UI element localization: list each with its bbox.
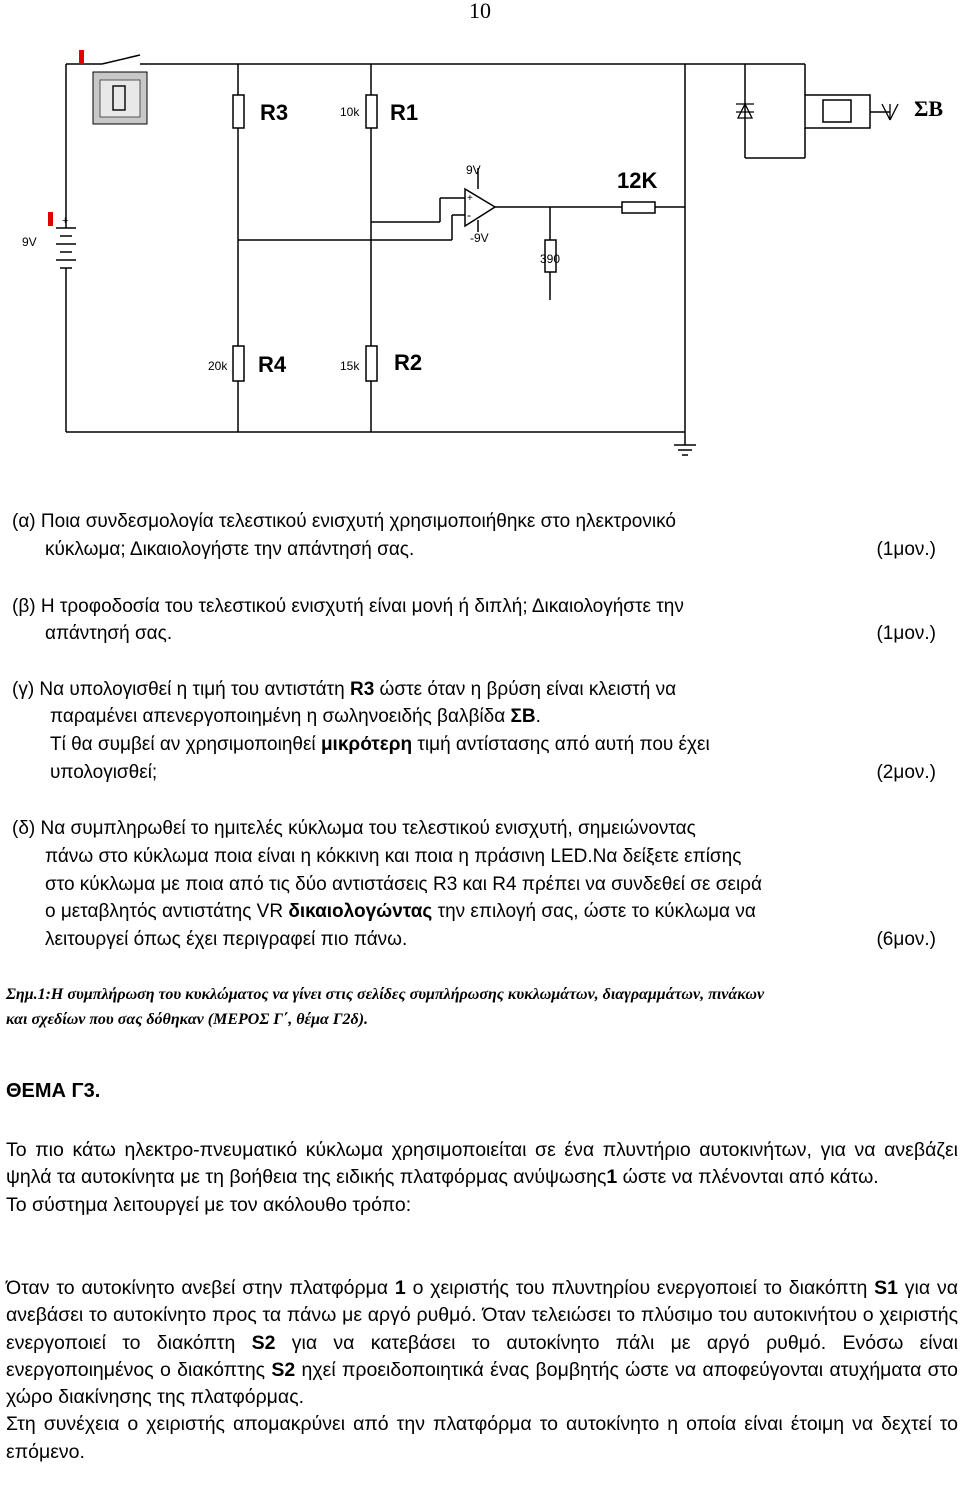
svg-text:+: +	[62, 215, 69, 227]
page-number: 10	[469, 0, 491, 23]
question-c-line1: (γ) Να υπολογισθεί η τιμή του αντιστάτη R3 ώστε όταν η βρύση είναι κλειστή να	[12, 679, 677, 700]
question-c-points: (2μον.)	[876, 762, 936, 783]
note-line2: και σχεδίων που σας δόθηκαν (ΜΕΡΟΣ Γ΄, θέμα Γ2δ).	[6, 1011, 369, 1028]
question-a-text: κύκλωμα; Δικαιολογήστε την απάντησή σας.	[45, 539, 415, 560]
question-b-text: απάντησή σας.	[45, 623, 173, 644]
question-d-points: (6μον.)	[876, 929, 936, 950]
question-c-line3: Τί θα συμβεί αν χρησιμοποιηθεί μικρότερη τιμή αντίστασης από αυτή που έχει	[50, 734, 710, 755]
label-r4-value: 20k	[208, 359, 228, 373]
marker-battery	[48, 212, 53, 226]
question-a-line1: (α) Ποια συνδεσμολογία τελεστικού ενισχυτή χρησιμοποιήθηκε στο ηλεκτρονικό	[12, 511, 676, 532]
label-12k: 12K	[617, 168, 658, 193]
question-c-line2: παραμένει απενεργοποιημένη η σωληνοειδής βαλβίδα ΣΒ.	[50, 706, 541, 727]
question-b-line2	[45, 620, 948, 648]
label-opamp-pos: 9V	[466, 163, 481, 177]
question-a-points: (1μον.)	[876, 539, 936, 560]
label-battery: 9V	[22, 235, 37, 249]
label-r2: R2	[394, 350, 423, 375]
question-a-line2	[45, 536, 948, 564]
question-c-line4: υπολογισθεί; (2μον.)	[50, 759, 948, 787]
label-r4: R4	[258, 352, 287, 377]
label-valve: ΣΒ	[914, 96, 944, 121]
question-d-line4: ο μεταβλητός αντιστάτης VR δικαιολογώντας την επιλογή σας, ώστε το κύκλωμα να	[45, 901, 756, 922]
paragraph-intro: Το πιο κάτω ηλεκτρο-πνευματικό κύκλωμα χρησιμοποιείται σε ένα πλυντήριο αυτοκινήτων, για να ανεβάζει ψηλά τα αυτοκίνητα με τη βοήθεια της ειδικής πλατφόρμας ανύψωσης1 ώστε να πλένονται από κάτω. Το σύστημα λειτουργεί με τον ακόλουθο τρόπο:	[6, 1137, 958, 1219]
note	[6, 982, 956, 1032]
svg-text:+: +	[467, 193, 473, 204]
label-r2-value: 15k	[340, 359, 360, 373]
question-d-line1: (δ) Να συμπληρωθεί το ημιτελές κύκλωμα του τελεστικού ενισχυτή, σημειώνοντας	[12, 818, 696, 839]
question-d-line3: στο κύκλωμα με ποια από τις δύο αντιστάσεις R3 και R4 πρέπει να συνδεθεί σε σειρά	[45, 874, 762, 895]
label-r1-value: 10k	[340, 105, 360, 119]
circuit-diagram	[0, 30, 960, 500]
paragraph-final: Στη συνέχεια ο χειριστής απομακρύνει από την πλατφόρμα το αυτοκίνητο η οποία είναι έτοιμη να δεχτεί το επόμενο.	[6, 1413, 958, 1463]
marker-top	[79, 50, 84, 64]
label-r1: R1	[390, 100, 419, 125]
question-d-line2: πάνω στο κύκλωμα ποια είναι η κόκκινη και ποια η πράσινη LED.Να δείξετε επίσης	[45, 846, 742, 867]
label-opamp-neg: -9V	[470, 231, 489, 245]
paragraph-operation: Το σύστημα λειτουργεί με τον ακόλουθο τρόπο:	[6, 1193, 412, 1216]
label-390: 390	[540, 252, 561, 266]
section-heading: ΘΕΜΑ Γ3.	[6, 1080, 101, 1102]
question-b-line1: (β) Η τροφοδοσία του τελεστικού ενισχυτή είναι μονή ή διπλή; Δικαιολογήστε την	[12, 596, 684, 617]
question-b-points: (1μον.)	[876, 623, 936, 644]
note-line1: Σημ.1:Η συμπλήρωση του κυκλώματος να γίνει στις σελίδες συμπλήρωσης κυκλωμάτων, διαγραμμάτων, πινάκων	[6, 986, 765, 1003]
label-r3: R3	[260, 100, 289, 125]
question-d-line5: λειτουργεί όπως έχει περιγραφεί πιο πάνω. (6μον.)	[45, 926, 948, 954]
svg-text:-: -	[467, 208, 471, 222]
paragraph-description: Όταν το αυτοκίνητο ανεβεί στην πλατφόρμα 1 ο χειριστής του πλυντηρίου ενεργοποιεί το διακόπτη S1 για να ανεβάσει το αυτοκίνητο προς τα πάνω με αργό ρυθμό. Όταν τελειώσει το πλύσιμο του αυτοκινήτου ο χειριστής ενεργοποιεί το διακόπτη S2 για να κατεβάσει το αυτοκίνητο πάλι με αργό ρυθμό. Ενόσω είναι ενεργοποιημένος ο διακόπτης S2 ηχεί προειδοποιητικά ένας βομβητής ώστε να αποφεύγονται ατυχήματα στο χώρο διακίνησης της πλατφόρμας. Στη συνέχεια ο χειριστής απομακρύνει από την πλατφόρμα το αυτοκίνητο η οποία είναι έτοιμη να δεχτεί το επόμενο.	[6, 1275, 958, 1466]
